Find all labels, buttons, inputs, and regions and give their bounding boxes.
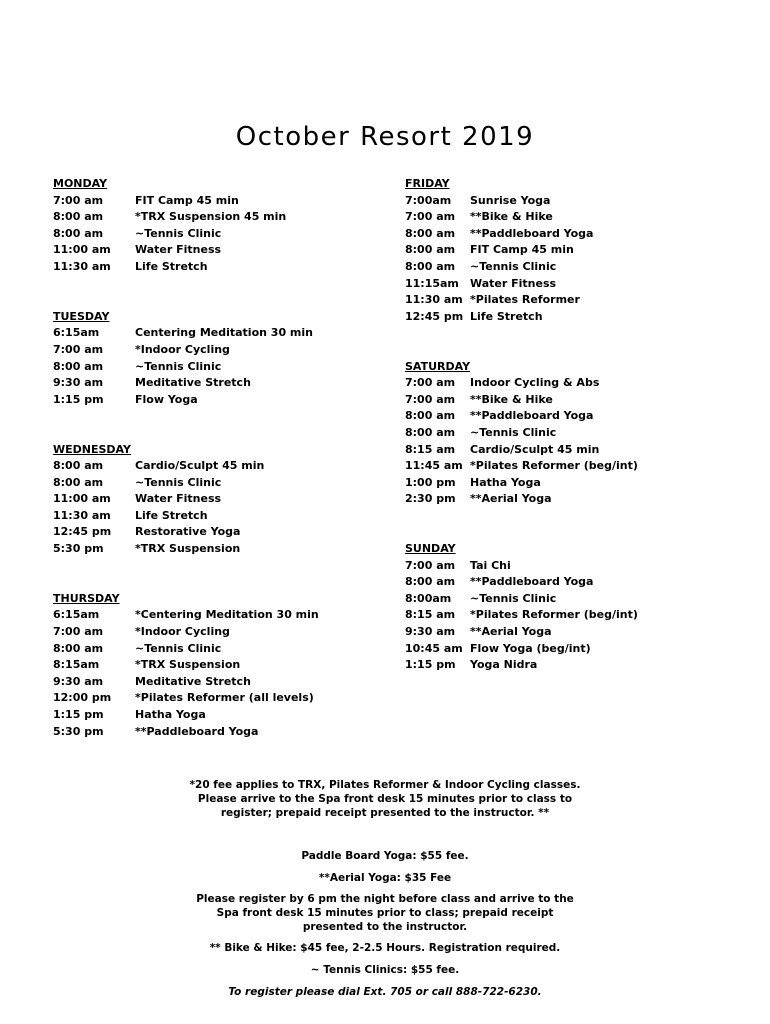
- class-time: 8:00 am: [405, 226, 456, 240]
- class-name: Hatha Yoga: [470, 475, 541, 489]
- class-row: [405, 242, 735, 259]
- class-row: [405, 226, 735, 243]
- class-row: [53, 259, 383, 276]
- day-heading: FRIDAY: [405, 177, 450, 190]
- paddle-board-fee-note: Paddle Board Yoga: $55 fee.: [301, 850, 469, 862]
- class-time: 1:15 pm: [53, 708, 104, 721]
- class-row: [53, 690, 383, 707]
- class-row: [405, 458, 735, 475]
- class-time: 9:30 am: [53, 376, 104, 390]
- day-saturday: [405, 359, 735, 508]
- contact-note: To register please dial Ext. 705 or call 888-722-6230.: [228, 986, 542, 998]
- class-time: 8:00 am: [405, 259, 456, 273]
- class-name: *Pilates Reformer: [470, 293, 580, 307]
- class-name: ~Tennis Clinic: [470, 259, 557, 273]
- day-monday: [53, 176, 383, 276]
- class-time: 8:00 am: [53, 210, 104, 224]
- class-time: 12:45 pm: [53, 525, 112, 539]
- class-name: **Paddleboard Yoga: [470, 226, 594, 240]
- day-thursday: [53, 591, 383, 740]
- class-name: Cardio/Sculpt 45 min: [135, 459, 265, 473]
- class-row: [405, 259, 735, 276]
- class-name: ~Tennis Clinic: [135, 475, 222, 489]
- class-time: 1:00 pm: [405, 475, 456, 489]
- class-time: 11:30 am: [53, 508, 111, 522]
- class-row: [53, 242, 383, 259]
- class-name: *TRX Suspension: [135, 658, 241, 672]
- class-time: 8:00 am: [405, 425, 456, 439]
- class-time: 8:15am: [53, 658, 100, 672]
- class-row: [405, 591, 735, 608]
- class-name: Tai Chi: [470, 558, 511, 572]
- class-row: [53, 226, 383, 243]
- class-row: [405, 276, 735, 293]
- class-row: [53, 524, 383, 541]
- class-name: **Paddleboard Yoga: [135, 724, 259, 738]
- class-row: [405, 392, 735, 409]
- class-name: Centering Meditation 30 min: [135, 326, 313, 340]
- class-name: Yoga Nidra: [470, 658, 538, 672]
- class-row: [405, 641, 735, 658]
- class-row: [405, 375, 735, 392]
- class-name: **Aerial Yoga: [470, 492, 552, 506]
- schedule-left-column: [53, 176, 383, 740]
- registration-note: Please register by 6 pm the night before class and arrive to the Spa front desk 15 minutes prior to class; prepaid receipt presented to the instructor.: [196, 893, 574, 933]
- class-time: 8:00am: [405, 591, 452, 605]
- class-row: [405, 491, 735, 508]
- class-time: 6:15am: [53, 326, 100, 340]
- class-row: [405, 309, 735, 326]
- class-name: *Pilates Reformer (all levels): [135, 691, 314, 705]
- class-name: Sunrise Yoga: [470, 193, 551, 207]
- class-row: [53, 475, 383, 492]
- class-time: 12:45 pm: [405, 309, 464, 323]
- class-row: [53, 325, 383, 342]
- class-name: **Aerial Yoga: [470, 625, 552, 639]
- day-wednesday: [53, 442, 383, 558]
- class-time: 7:00 am: [53, 625, 104, 639]
- class-name: Restorative Yoga: [135, 525, 241, 539]
- tennis-fee-note: ~ Tennis Clinics: $55 fee.: [310, 964, 460, 976]
- day-heading: SUNDAY: [405, 542, 456, 556]
- class-name: Meditative Stretch: [135, 674, 251, 688]
- day-tuesday: [53, 309, 383, 409]
- class-time: 5:30 pm: [53, 724, 104, 738]
- class-row: [53, 375, 383, 392]
- class-row: [53, 607, 383, 624]
- class-row: [405, 574, 735, 591]
- class-name: **Bike & Hike: [470, 392, 553, 406]
- class-name: *TRX Suspension 45 min: [135, 210, 287, 224]
- class-row: [53, 491, 383, 508]
- class-name: Life Stretch: [470, 309, 543, 323]
- class-time: 11:45 am: [405, 459, 463, 473]
- class-name: *Indoor Cycling: [135, 625, 230, 639]
- class-name: Cardio/Sculpt 45 min: [470, 442, 600, 456]
- aerial-yoga-fee-note: **Aerial Yoga: $35 Fee: [318, 872, 452, 884]
- class-row: [405, 209, 735, 226]
- class-row: [53, 641, 383, 658]
- class-row: [53, 359, 383, 376]
- class-row: [405, 475, 735, 492]
- class-time: 7:00 am: [405, 376, 456, 390]
- class-name: **Paddleboard Yoga: [470, 409, 594, 423]
- class-row: [53, 657, 383, 674]
- class-time: 11:30 am: [53, 259, 111, 273]
- class-time: 8:15 am: [405, 608, 456, 622]
- class-time: 8:00 am: [405, 409, 456, 423]
- class-name: Water Fitness: [135, 492, 222, 506]
- class-name: **Bike & Hike: [470, 210, 553, 224]
- class-time: 2:30 pm: [405, 492, 456, 506]
- class-time: 11:15am: [405, 276, 459, 290]
- class-name: *Centering Meditation 30 min: [135, 608, 319, 622]
- class-time: 7:00am: [405, 193, 452, 207]
- class-name: Life Stretch: [135, 508, 208, 522]
- class-name: Life Stretch: [135, 259, 208, 273]
- class-name: **Paddleboard Yoga: [470, 575, 594, 589]
- day-heading: THURSDAY: [53, 591, 120, 605]
- class-time: 8:00 am: [53, 475, 104, 489]
- day-heading: MONDAY: [53, 177, 108, 190]
- class-time: 8:00 am: [405, 243, 456, 257]
- class-row: [53, 674, 383, 691]
- class-name: *Pilates Reformer (beg/int): [470, 608, 638, 622]
- class-name: ~Tennis Clinic: [135, 359, 222, 373]
- class-time: 7:00 am: [53, 193, 104, 207]
- class-row: [405, 442, 735, 459]
- class-row: [405, 558, 735, 575]
- class-time: 1:15 pm: [53, 392, 104, 406]
- class-row: [405, 624, 735, 641]
- class-name: FIT Camp 45 min: [135, 193, 239, 207]
- day-heading: TUESDAY: [53, 309, 110, 323]
- class-time: 11:00 am: [53, 243, 111, 257]
- day-friday: [405, 176, 735, 325]
- class-name: *Indoor Cycling: [135, 342, 230, 356]
- class-row: [405, 657, 735, 674]
- page-title: October Resort 2019: [235, 122, 535, 152]
- class-name: Flow Yoga: [135, 392, 198, 406]
- class-name: Meditative Stretch: [135, 376, 251, 390]
- class-name: Water Fitness: [135, 243, 222, 257]
- bike-hike-fee-note: ** Bike & Hike: $45 fee, 2-2.5 Hours. Registration required.: [209, 942, 561, 954]
- class-time: 7:00 am: [53, 342, 104, 356]
- class-time: 7:00 am: [405, 558, 456, 572]
- class-name: Hatha Yoga: [135, 708, 206, 721]
- class-row: [405, 292, 735, 309]
- class-time: 5:30 pm: [53, 542, 104, 556]
- class-time: 1:15 pm: [405, 658, 456, 672]
- class-row: [405, 607, 735, 624]
- class-row: [53, 193, 383, 210]
- day-heading: SATURDAY: [405, 359, 471, 373]
- class-time: 7:00 am: [405, 210, 456, 224]
- class-name: ~Tennis Clinic: [470, 425, 557, 439]
- class-time: 8:00 am: [53, 641, 104, 655]
- class-time: 9:30 am: [405, 625, 456, 639]
- class-row: [53, 541, 383, 558]
- class-name: *TRX Suspension: [135, 542, 241, 556]
- class-time: 8:00 am: [53, 226, 104, 240]
- class-name: Flow Yoga (beg/int): [470, 641, 591, 655]
- class-row: [53, 508, 383, 525]
- class-row: [53, 209, 383, 226]
- class-time: 11:00 am: [53, 492, 111, 506]
- class-row: [53, 392, 383, 409]
- class-time: 12:00 pm: [53, 691, 112, 705]
- class-name: ~Tennis Clinic: [135, 641, 222, 655]
- day-heading: WEDNESDAY: [53, 442, 131, 456]
- class-name: FIT Camp 45 min: [470, 243, 574, 257]
- class-row: [53, 707, 383, 724]
- class-row: [53, 624, 383, 641]
- class-name: Water Fitness: [470, 276, 557, 290]
- fee-note: *20 fee applies to TRX, Pilates Reformer & Indoor Cycling classes. Please arrive to the Spa front desk 15 minutes prior to class to register; prepaid receipt presented to the instructor. **: [189, 779, 581, 819]
- class-row: [405, 425, 735, 442]
- class-time: 7:00 am: [405, 392, 456, 406]
- class-row: [53, 342, 383, 359]
- class-time: 8:00 am: [405, 575, 456, 589]
- class-time: 11:30 am: [405, 293, 463, 307]
- class-name: ~Tennis Clinic: [135, 226, 222, 240]
- class-time: 8:00 am: [53, 359, 104, 373]
- class-row: [405, 408, 735, 425]
- class-time: 9:30 am: [53, 674, 104, 688]
- class-time: 6:15am: [53, 608, 100, 622]
- class-row: [53, 458, 383, 475]
- day-sunday: [405, 541, 735, 674]
- class-time: 8:00 am: [53, 459, 104, 473]
- class-time: 8:15 am: [405, 442, 456, 456]
- class-time: 10:45 am: [405, 641, 463, 655]
- class-name: ~Tennis Clinic: [470, 591, 557, 605]
- class-name: *Pilates Reformer (beg/int): [470, 459, 638, 473]
- schedule-right-column: [405, 176, 735, 674]
- class-name: Indoor Cycling & Abs: [470, 376, 600, 390]
- class-row: [405, 193, 735, 210]
- class-row: [53, 724, 383, 741]
